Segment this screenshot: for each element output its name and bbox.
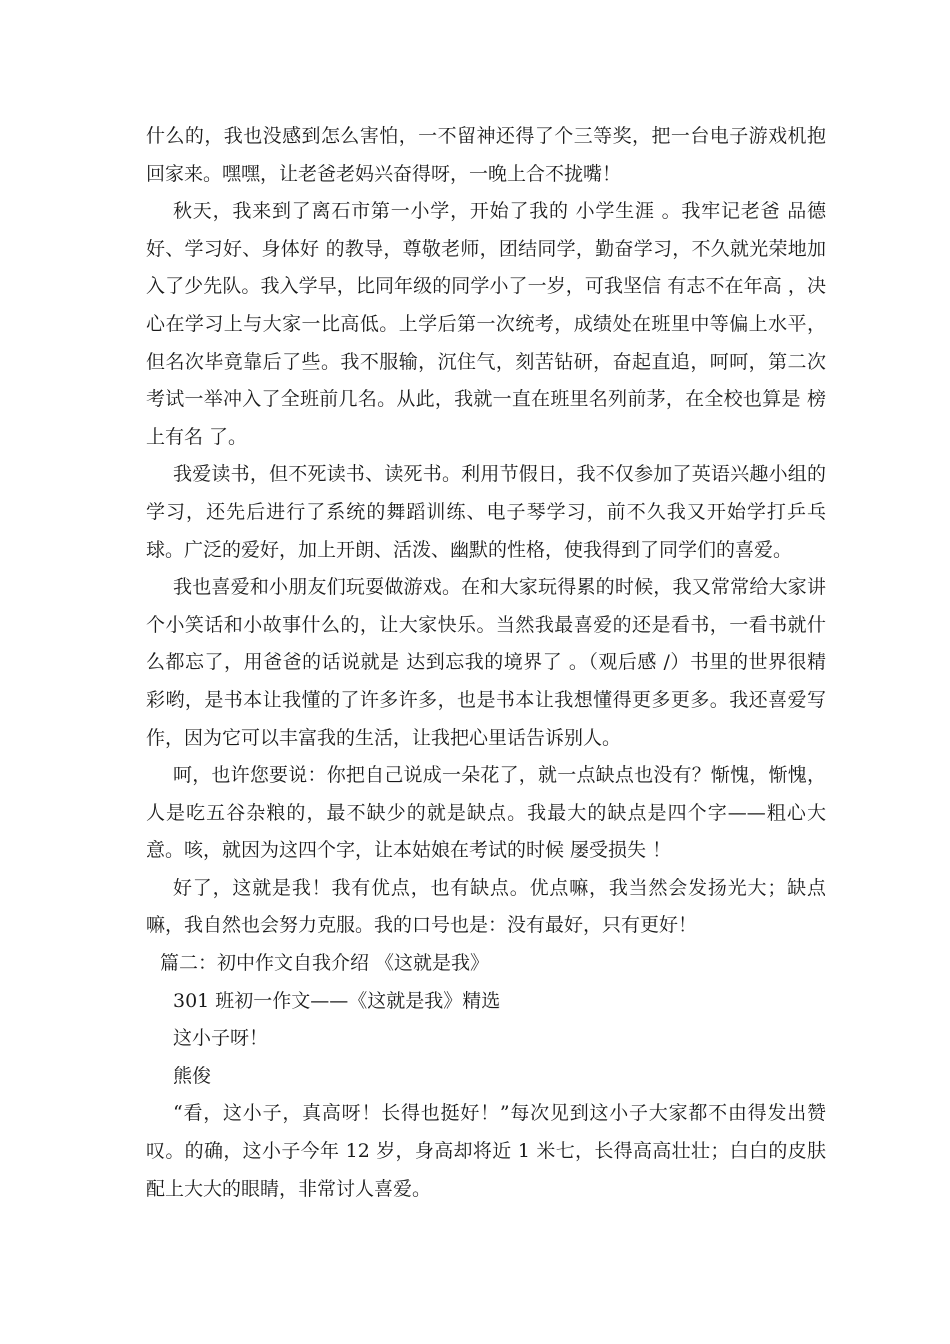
section-heading: 篇二：初中作文自我介绍 《这就是我》 xyxy=(160,952,490,975)
paragraph-shortcomings: 呵，也许您要说：你把自己说成一朵花了，就一点缺点也没有？惭愧，惭愧，人是吃五谷杂粮的，最不缺少的就是缺点。我最大的缺点是四个字——粗心大意。咳，就因为这四个字，让本姑娘在考试的时候 屡受损失 ！ xyxy=(146,764,826,862)
paragraph-games-books: 我也喜爱和小朋友们玩耍做游戏。在和大家玩得累的时候，我又常常给大家讲个小笑话和小故事什么的，让大家快乐。当然我最喜爱的还是看书，一看书就什么都忘了，用爸爸的话说就是 达到忘我的境界了 。（观后感 /）书里的世界很精彩哟，是书本让我懂的了许多许多，也是书本让我想懂得更多更多。我还喜爱写作，因为它可以丰富我的生活，让我把心里话告诉别人。 xyxy=(146,576,826,749)
paragraph-continuation: 什么的，我也没感到怎么害怕，一不留神还得了个三等奖，把一台电子游戏机抱回家来。嘿嘿，让老爸老妈兴奋得呀，一晚上合不拢嘴！ xyxy=(146,125,826,185)
paragraph-autumn-school: 秋天，我来到了离石市第一小学，开始了我的 小学生涯 。我牢记老爸 品德好、学习好、身体好 的教导，尊敬老师，团结同学，勤奋学习，不久就光荣地加入了少先队。我入学早，比同年级的同学小了一岁，可我坚信 有志不在年高 ，决心在学习上与大家一比高低。上学后第一次统考，成绩处在班里中等偏上水平，但名次毕竟靠后了些。我不服输，沉住气，刻苦钻研，奋起直追，呵呵，第二次考试一举冲入了全班前几名。从此，我就一直在班里名列前茅，在全校也算是 榜上有名 了。 xyxy=(146,200,826,448)
paragraph-reading-hobbies: 我爱读书，但不死读书、读死书。利用节假日，我不仅参加了英语兴趣小组的学习，还先后进行了系统的舞蹈训练、电子琴学习，前不久我又开始学打乒乓球。广泛的爱好，加上开朗、活泼、幽默的性格，使我得到了同学们的喜爱。 xyxy=(146,463,826,561)
paragraph-conclusion: 好了，这就是我！我有优点，也有缺点。优点嘛，我当然会发扬光大；缺点嘛，我自然也会努力克服。我的口号也是：没有最好，只有更好！ xyxy=(146,876,826,937)
document-body xyxy=(146,118,826,1208)
essay-title: 这小子呀！ xyxy=(173,1027,269,1050)
essay-first-paragraph: “看，这小子，真高呀！长得也挺好！”每次见到这小子大家都不由得发出赞叹。的确，这小子今年 12 岁，身高却将近 1 米七，长得高高壮壮；白白的皮肤配上大大的眼睛，非常讨人喜爱。 xyxy=(146,1102,826,1200)
essay-author: 熊俊 xyxy=(173,1064,212,1087)
essay-source: 301 班初一作文——《这就是我》精选 xyxy=(173,989,501,1012)
